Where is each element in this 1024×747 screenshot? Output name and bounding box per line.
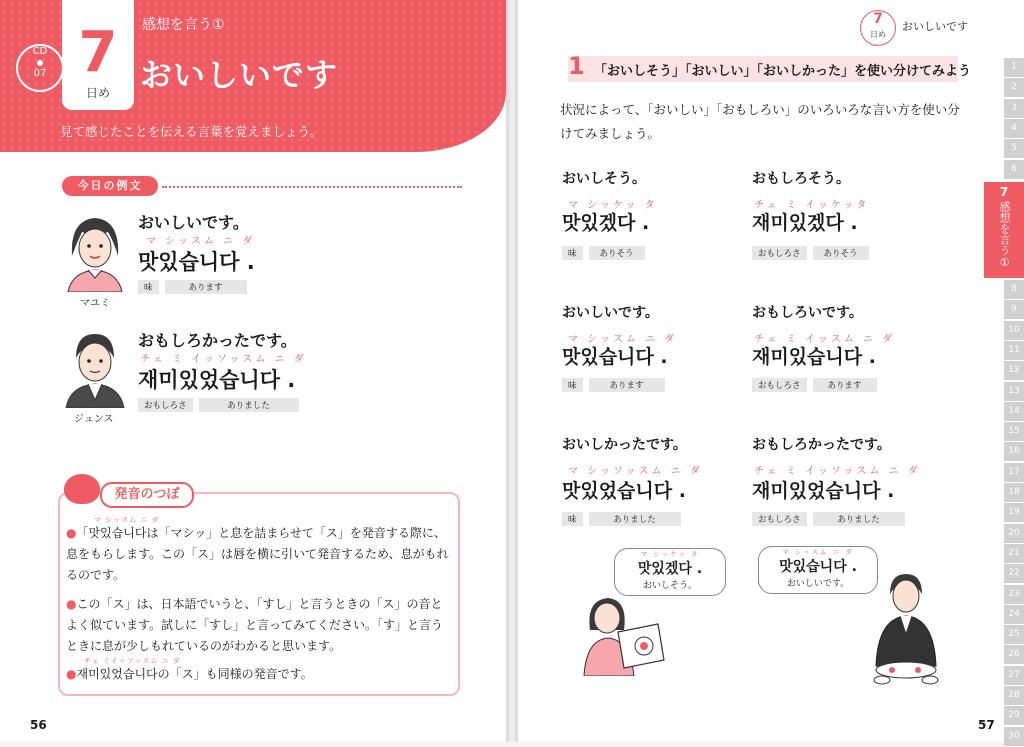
bubble-korean: 맛있겠다 . [637,561,703,577]
phrase-korean: 맛있습니다 . [562,346,668,368]
phrase-japanese: おいしそう。 [562,171,646,187]
bubble-korean: 맛있습니다 . [779,559,857,575]
phrase-ruby: チェ ミ イッケッタ [754,200,870,211]
chapter-tab-3[interactable]: 3 [1004,99,1024,119]
chapter-tab-1[interactable]: 1 [1004,58,1024,78]
active-tab-number: 7 [999,185,1009,199]
phrase-gloss: 味 ありそう [562,246,651,260]
chapter-tab-28[interactable]: 28 [1004,686,1024,706]
chapter-tab-18[interactable]: 18 [1004,483,1024,503]
chapter-tab-30[interactable]: 30 [1004,727,1024,747]
chapter-tab-21[interactable]: 21 [1004,544,1024,564]
bubble-ruby: マ シッケッ タ [640,550,700,558]
bubble-japanese: おいしそう。 [642,581,697,591]
example-japanese: おもしろかったです。 [138,331,297,350]
chapter-tab-20[interactable]: 20 [1004,524,1024,544]
phrase-gloss: 味 ありました [562,512,687,526]
phrase-ruby: マ シッソッスム ニ ダ [568,466,703,477]
section-intro: 状況によって、「おいしい」「おもしろい」のいろいろな言い方を使い分けてみましょう。 [560,102,960,141]
woman-reading-menu-illustration [578,594,668,676]
chapter-tab-4[interactable]: 4 [1004,119,1024,139]
phrase-korean: 재미있습니다 . [752,346,876,368]
example-japanese: おいしいです。 [138,213,249,232]
phrase-gloss: 味 あります [562,378,671,392]
tip-item: ●재미있었습니다の「ス」も同様の発音です。 [66,667,313,681]
day-badge [860,10,896,46]
tip-item: ●「맛있습니다は「マシッ」と息を詰まらせて「ス」を発音する際に、息をもらします。この「ス」は唇を横に引いて発音するため、息がもれるのです。 [66,526,449,582]
chapter-intro: 見て感じたことを伝える言葉を覚えましょう。 [60,124,323,139]
page-number-right: 57 [978,718,995,732]
phrase-gloss: おもしろさ ありそう [752,246,875,260]
cd-track-icon [16,44,64,92]
phrase-japanese: おもしろかったです。 [752,437,891,453]
phrase-gloss: おもしろさ あります [752,378,883,392]
phrase-japanese: おもしろそう。 [752,171,850,187]
chapter-subtitle: 感想を言う① [142,17,225,33]
chapter-tab-24[interactable]: 24 [1004,605,1024,625]
man-illustration [62,328,128,408]
chapter-tab-22[interactable]: 22 [1004,564,1024,584]
chapter-tab-25[interactable]: 25 [1004,625,1024,645]
tip-ruby: マ シッスム ニ ダ [94,516,160,524]
chapter-tab-16[interactable]: 16 [1004,442,1024,462]
bubble-japanese: おいしいです。 [786,579,850,589]
chapter-tab-17[interactable]: 17 [1004,463,1024,483]
chapter-tab-23[interactable]: 23 [1004,585,1024,605]
phrase-korean: 맛있겠다 . [562,212,650,234]
day-label: 日め [85,86,110,100]
badge-number: 7 [873,11,883,27]
phrase-korean: 재미있었습니다 . [752,480,895,502]
dotted-divider [162,186,462,188]
day-number: 7 [78,20,118,85]
phrase-korean: 맛있었습니다 . [562,480,686,502]
tips-heading: 発音のつぼ [100,482,194,508]
phrase-korean: 재미있겠다 . [752,212,858,234]
examples-label: 今日の例文 [62,176,158,196]
chapter-tab-29[interactable]: 29 [1004,706,1024,726]
phrase-ruby: マ シッスム ニ ダ [568,334,678,345]
example-ruby: マ シッスム ニ ダ [146,236,256,247]
tip-item: ●この「ス」は、日本語でいうと、「すし」と言うときの「ス」の音とよく似ています。試しに「すし」と言ってみてください。「す」と言うときに息が少しもれているのがわかると思います。 [66,597,444,653]
cd-label: CD [32,46,48,57]
chapter-tab-9[interactable]: 9 [1004,300,1024,320]
speaker-name: マユミ [80,298,110,309]
phrase-ruby: マ シッケッ タ [568,200,658,211]
chapter-tab-2[interactable]: 2 [1004,78,1024,98]
cd-track-number: 07 [33,68,47,79]
section-number: 1 [568,52,585,80]
gloss-word: ありました [199,398,299,412]
chapter-tab-19[interactable]: 19 [1004,503,1024,523]
example-gloss [138,280,253,294]
woman-illustration [62,212,128,292]
man-eating-illustration [868,570,944,690]
chapter-tab-11[interactable]: 11 [1004,341,1024,361]
mascot-icon [64,474,100,504]
speech-bubble [758,546,878,594]
phrase-japanese: おもしろいです。 [752,305,863,321]
running-title: おいしいです [902,20,968,33]
speech-bubble [614,548,726,596]
chapter-tab-26[interactable]: 26 [1004,645,1024,665]
chapter-title: おいしいです [140,56,339,94]
example-ruby: チェ ミ イッソッスム ニ ダ [140,354,307,365]
tip-ruby: チェ ミイッソッスム ニ ダ [84,657,181,665]
chapter-tab-13[interactable]: 13 [1004,382,1024,402]
page-number-left: 56 [30,718,47,732]
phrase-ruby: チェ ミ イッスム ニ ダ [754,334,896,345]
active-chapter-tab[interactable] [984,182,1024,278]
day-box [62,0,134,110]
chapter-tab-6[interactable]: 6 [1004,160,1024,180]
example-korean: 맛있습니다 . [138,250,255,274]
chapter-tab-8[interactable]: 8 [1004,280,1024,300]
gloss-word: おもしろさ [138,398,193,412]
gloss-word: 味 [138,280,159,294]
bubble-ruby: マ シッスム ニ ダ [782,548,854,556]
example-korean: 재미있었습니다 . [138,368,296,392]
chapter-tab-15[interactable]: 15 [1004,422,1024,442]
chapter-tab-10[interactable]: 10 [1004,321,1024,341]
phrase-gloss: おもしろさ ありました [752,512,911,526]
chapter-tab-14[interactable]: 14 [1004,402,1024,422]
speaker-name: ジュンス [74,414,114,425]
chapter-tab-12[interactable]: 12 [1004,361,1024,381]
section-title: 「おいしそう」「おいしい」「おいしかった」を使い分けてみよう [594,64,972,79]
badge-label: 日め [870,30,886,39]
chapter-tab-5[interactable]: 5 [1004,139,1024,159]
book-gutter [506,0,518,742]
gloss-word: あります [165,280,247,294]
phrase-ruby: チェ ミ イッソッスム ニ ダ [754,466,921,477]
example-gloss [138,398,305,412]
phrase-japanese: おいしかったです。 [562,437,687,453]
phrase-japanese: おいしいです。 [562,305,659,321]
active-tab-label: 感想を言う① [998,201,1011,269]
chapter-tab-27[interactable]: 27 [1004,666,1024,686]
